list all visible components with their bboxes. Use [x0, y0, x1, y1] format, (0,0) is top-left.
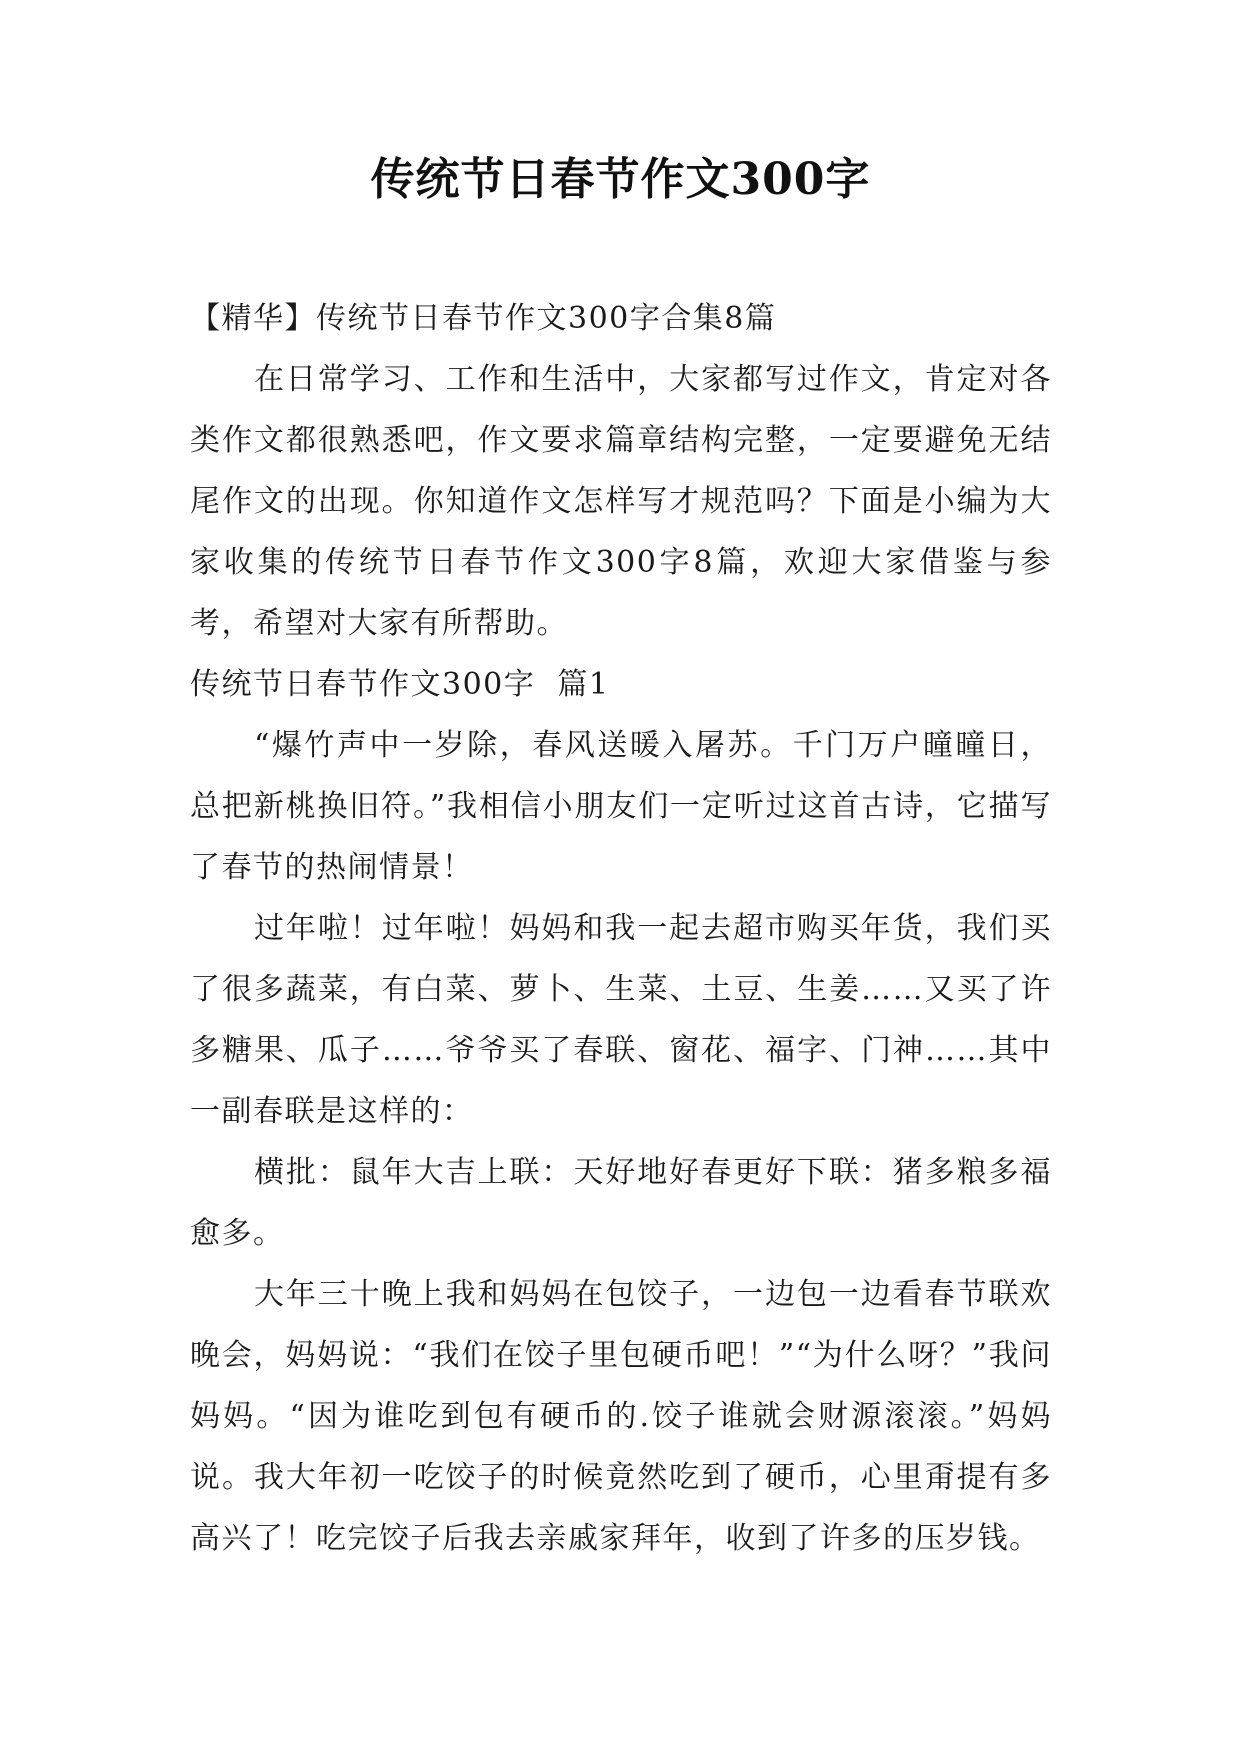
essay-paragraph: “爆竹声中一岁除，春风送暖入屠苏。千门万户曈曈日，总把新桃换旧符。”我相信小朋友们一定听过这首古诗，它描写了春节的热闹情景！ [190, 728, 1052, 885]
essay-paragraph: 过年啦！过年啦！妈妈和我一起去超市购买年货，我们买了很多蔬菜，有白菜、萝卜、生菜、土豆、生姜……又买了许多糖果、瓜子……爷爷买了春联、窗花、福字、门神……其中一副春联是这样的： [190, 911, 1052, 1129]
document-title: 传统节日春节作文300字 [370, 154, 871, 205]
intro-paragraph: 在日常学习、工作和生活中，大家都写过作文，肯定对各类作文都很熟悉吧，作文要求篇章结构完整，一定要避免无结尾作文的出现。你知道作文怎样写才规范吗？下面是小编为大家收集的传统节日春节作文300字8篇，欢迎大家借鉴与参考，希望对大家有所帮助。 [190, 362, 1052, 641]
essay-paragraph: 横批：鼠年大吉上联：天好地好春更好下联：猪多粮多福愈多。 [190, 1155, 1052, 1251]
document-body [190, 288, 1052, 1569]
section-heading: 传统节日春节作文300字 篇1 [190, 667, 610, 702]
essay-paragraph: 大年三十晚上我和妈妈在包饺子，一边包一边看春节联欢晚会，妈妈说：“我们在饺子里包硬币吧！”“为什么呀？”我问妈妈。“因为谁吃到包有硬币的.饺子谁就会财源滚滚。”妈妈说。我大年初一吃饺子的时候竟然吃到了硬币，心里甭提有多高兴了！吃完饺子后我去亲戚家拜年，收到了许多的压岁钱。 [190, 1277, 1052, 1556]
document-subtitle: 【精华】传统节日春节作文300字合集8篇 [190, 301, 777, 336]
